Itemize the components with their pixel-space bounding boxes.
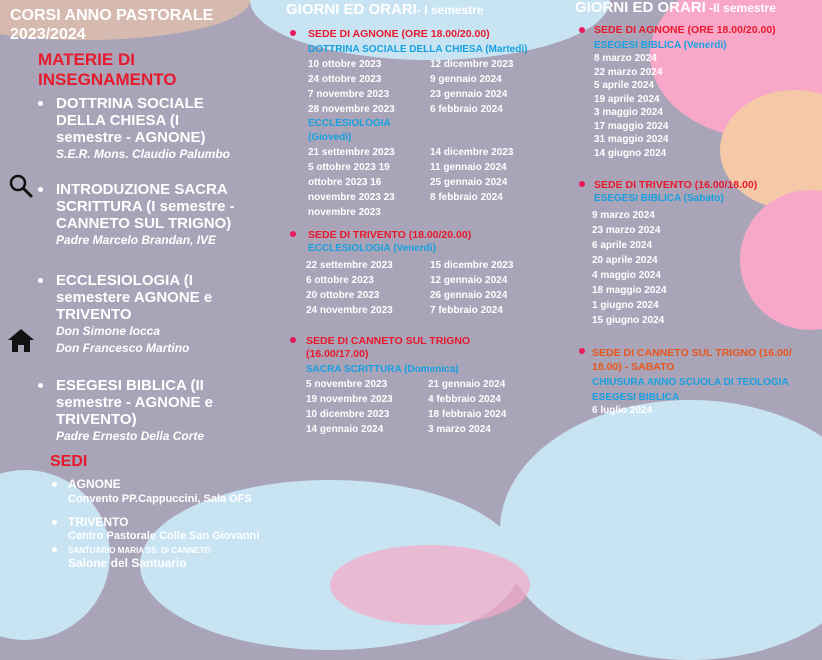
subject-1-line: DELLA CHIESA (I — [56, 112, 180, 129]
subject-1 — [56, 95, 230, 163]
date: 19 aprile 2024 — [594, 93, 660, 105]
sede-canneto — [68, 546, 211, 570]
date: 22 marzo 2024 — [594, 66, 663, 78]
date: 8 marzo 2024 — [594, 53, 657, 64]
subject-2-line: SCRITTURA (I semestre - — [56, 198, 235, 215]
right-canneto-head — [592, 346, 792, 374]
mid-agnone-head: SEDE DI AGNONE (ORE 18.00/20.00) — [308, 28, 490, 40]
course-title-line-1: CORSI ANNO PASTORALE — [10, 7, 214, 24]
sede-name: AGNONE — [68, 477, 121, 491]
date: 5 novembre 2023 — [306, 379, 388, 390]
date: 18 febbraio 2024 — [428, 409, 507, 420]
date: 7 febbraio 2024 — [430, 305, 503, 316]
date: 12 dicembre 2023 — [430, 59, 514, 70]
bg-blob-pink-bottom — [330, 545, 530, 625]
date: 3 marzo 2024 — [428, 424, 491, 435]
subject-4-teacher: Padre Ernesto Della Corte — [56, 429, 205, 443]
date: 6 febbraio 2024 — [430, 104, 503, 115]
sedi-heading: SEDI — [50, 453, 88, 470]
date: 6 aprile 2024 — [592, 240, 653, 251]
head-line: SEDE DI CANNETO SUL TRIGNO — [306, 335, 471, 347]
sede-pink-bullet — [290, 30, 296, 36]
date: 18 maggio 2024 — [592, 285, 667, 296]
subject-2-line: CANNETO SUL TRIGNO) — [56, 215, 232, 232]
sede-name: SANTUARIO MARIA SS. DI CANNETO — [68, 546, 211, 555]
mid-trivento-col1 — [306, 258, 393, 318]
sede-pink-bullet — [290, 337, 296, 343]
sede-trivento — [68, 515, 259, 543]
date: 21 gennaio 2024 — [428, 379, 506, 390]
subject-bullet — [38, 187, 43, 192]
subject-4-line: semestre - AGNONE e — [56, 394, 214, 411]
sede-agnone — [68, 477, 252, 507]
date: 10 ottobre 2023 — [308, 59, 382, 70]
subject-bullet — [38, 101, 43, 106]
subject-4-line: ESEGESI BIBLICA (II — [56, 377, 204, 394]
right-trivento-head: SEDE DI TRIVENTO (16.00/18.00) — [594, 179, 758, 191]
date: 19 novembre 2023 — [306, 394, 393, 405]
mid-title — [286, 1, 484, 18]
bg-blob-lightblue-bottom-right — [500, 400, 822, 660]
sede-place: Convento PP.Cappuccini, Sala OFS — [68, 493, 252, 505]
date: ottobre 2023 16 — [308, 177, 382, 188]
date: 14 giugno 2024 — [594, 147, 667, 159]
date: 11 gennaio 2024 — [430, 162, 507, 173]
date: 21 settembre 2023 — [308, 147, 395, 158]
subject-3-line: ECCLESIOLOGIA (I — [56, 272, 193, 289]
date: novembre 2023 23 — [308, 192, 395, 203]
date: 4 maggio 2024 — [592, 270, 661, 281]
sede-name: TRIVENTO — [68, 515, 129, 529]
right-agnone-sub: ESEGESI BIBLICA (Venerdì) — [594, 40, 727, 51]
mid-canneto-col1 — [306, 377, 393, 437]
right-title-main: GIORNI ED ORARI — [575, 0, 706, 16]
mid-title-suffix: - I semestre — [416, 3, 484, 17]
date: 6 ottobre 2023 — [306, 275, 374, 286]
sub-line: ECCLESIOLOGIA — [308, 118, 391, 129]
sede-pink-bullet — [579, 348, 585, 354]
date: 1 giugno 2024 — [592, 300, 659, 311]
date: 10 dicembre 2023 — [306, 409, 390, 420]
date: 23 marzo 2024 — [592, 225, 661, 236]
date: 3 maggio 2024 — [594, 107, 663, 118]
subject-3-teacher: Don Francesco Martino — [56, 341, 190, 355]
sub-line: ESEGESI BIBLICA — [592, 392, 680, 403]
subject-2-line: INTRODUZIONE SACRA — [56, 181, 228, 198]
sede-place: Centro Pastorale Colle San Giovanni — [68, 530, 260, 542]
course-title-line-2: 2023/2024 — [10, 26, 86, 43]
right-trivento-sub: ESEGESI BIBLICA (Sabato) — [594, 193, 724, 204]
sede-pink-bullet — [579, 181, 585, 187]
date: 5 aprile 2024 — [594, 80, 655, 91]
date: 5 ottobre 2023 19 — [308, 162, 390, 173]
right-title-suffix: -II semestre — [705, 1, 776, 15]
subject-bullet — [38, 383, 43, 388]
head-line: 18.00) - SABATO — [592, 361, 675, 373]
subject-3-teacher: Don Simone Iocca — [56, 324, 161, 338]
mid-agnone-col2 — [430, 57, 513, 117]
date: 15 dicembre 2023 — [430, 260, 514, 271]
date: 12 gennaio 2024 — [430, 275, 508, 286]
mid-canneto-sub: SACRA SCRITTURA (Domenica) — [306, 364, 459, 375]
mid-canneto-col2 — [428, 377, 506, 437]
right-canneto-date: 6 luglio 2024 — [592, 405, 653, 416]
date: 7 novembre 2023 — [308, 89, 390, 100]
date: 20 ottobre 2023 — [306, 290, 380, 301]
right-title — [575, 0, 776, 16]
mid-trivento-col2 — [430, 258, 513, 318]
date: 20 aprile 2024 — [592, 255, 658, 266]
date: 25 gennaio 2024 — [430, 177, 508, 188]
subject-4 — [56, 377, 213, 445]
mid-canneto-head — [306, 335, 470, 361]
mid-trivento-sub: ECCLESIOLOGIA (Venerdì) — [308, 243, 436, 254]
subject-3-line: semestere AGNONE e — [56, 289, 213, 306]
date: 14 gennaio 2024 — [306, 424, 384, 435]
subject-1-line: semestre - AGNONE) — [56, 129, 206, 146]
date: 14 dicembre 2023 — [430, 147, 514, 158]
subject-1-teacher: S.E.R. Mons. Claudio Palumbo — [56, 147, 231, 161]
head-line: (16.00/17.00) — [306, 348, 369, 360]
mid-agnone-col1 — [308, 57, 395, 117]
bg-blob-pink-mid-right — [740, 190, 822, 330]
sub-line: (Giovedì) — [308, 132, 352, 143]
mid-trivento-head: SEDE DI TRIVENTO (18.00/20.00) — [308, 229, 472, 241]
sede-bullet — [52, 520, 57, 525]
sede-bullet — [52, 547, 57, 552]
subject-bullet — [38, 278, 43, 283]
materie-heading — [38, 50, 177, 90]
sede-place: Salone del Santuario — [68, 556, 187, 570]
subject-1-line: DOTTRINA SOCIALE — [56, 95, 204, 112]
mid-title-main: GIORNI ED ORARI — [286, 1, 417, 18]
materie-heading-line-2: INSEGNAMENTO — [38, 70, 177, 89]
subject-2 — [56, 181, 235, 249]
subject-4-line: TRIVENTO) — [56, 411, 137, 428]
date: 23 gennaio 2024 — [430, 89, 508, 100]
date: 9 gennaio 2024 — [430, 74, 502, 85]
right-trivento-dates — [592, 208, 666, 328]
mid-agnone-sub1: DOTTRINA SOCIALE DELLA CHIESA (Martedì) — [308, 44, 528, 55]
date: 28 novembre 2023 — [308, 104, 395, 115]
materie-heading-line-1: MATERIE DI — [38, 50, 135, 69]
subject-2-teacher: Padre Marcelo Brandan, IVE — [56, 233, 217, 247]
date: 9 marzo 2024 — [592, 210, 655, 221]
date: 8 febbraio 2024 — [430, 192, 503, 203]
subject-3-line: TRIVENTO — [56, 306, 132, 323]
date: 26 gennaio 2024 — [430, 290, 508, 301]
date: 31 maggio 2024 — [594, 134, 669, 145]
mid-agnone-sub2 — [308, 117, 391, 145]
date: 15 giugno 2024 — [592, 315, 665, 326]
course-title — [10, 6, 213, 44]
head-line: SEDE DI CANNETO SUL TRIGNO (16.00/ — [592, 347, 792, 359]
right-agnone-dates — [594, 52, 668, 160]
mid-agnone-col4 — [430, 145, 513, 205]
right-agnone-head: SEDE DI AGNONE (ORE 18.00/20.00) — [594, 24, 776, 36]
date: 24 novembre 2023 — [306, 305, 393, 316]
date: 4 febbraio 2024 — [428, 394, 501, 405]
date: 22 settembre 2023 — [306, 260, 393, 271]
sede-pink-bullet — [290, 231, 296, 237]
sede-bullet — [52, 482, 57, 487]
date: novembre 2023 — [308, 207, 381, 218]
sub-line: CHIUSURA ANNO SCUOLA DI TEOLOGIA — [592, 377, 789, 388]
home-icon — [6, 326, 36, 354]
date: 24 ottobre 2023 — [308, 74, 382, 85]
right-canneto-sub — [592, 375, 789, 405]
mid-agnone-col3 — [308, 145, 395, 220]
sede-pink-bullet — [579, 27, 585, 33]
subject-3 — [56, 272, 212, 357]
search-icon — [8, 173, 34, 199]
date: 17 maggio 2024 — [594, 120, 669, 132]
